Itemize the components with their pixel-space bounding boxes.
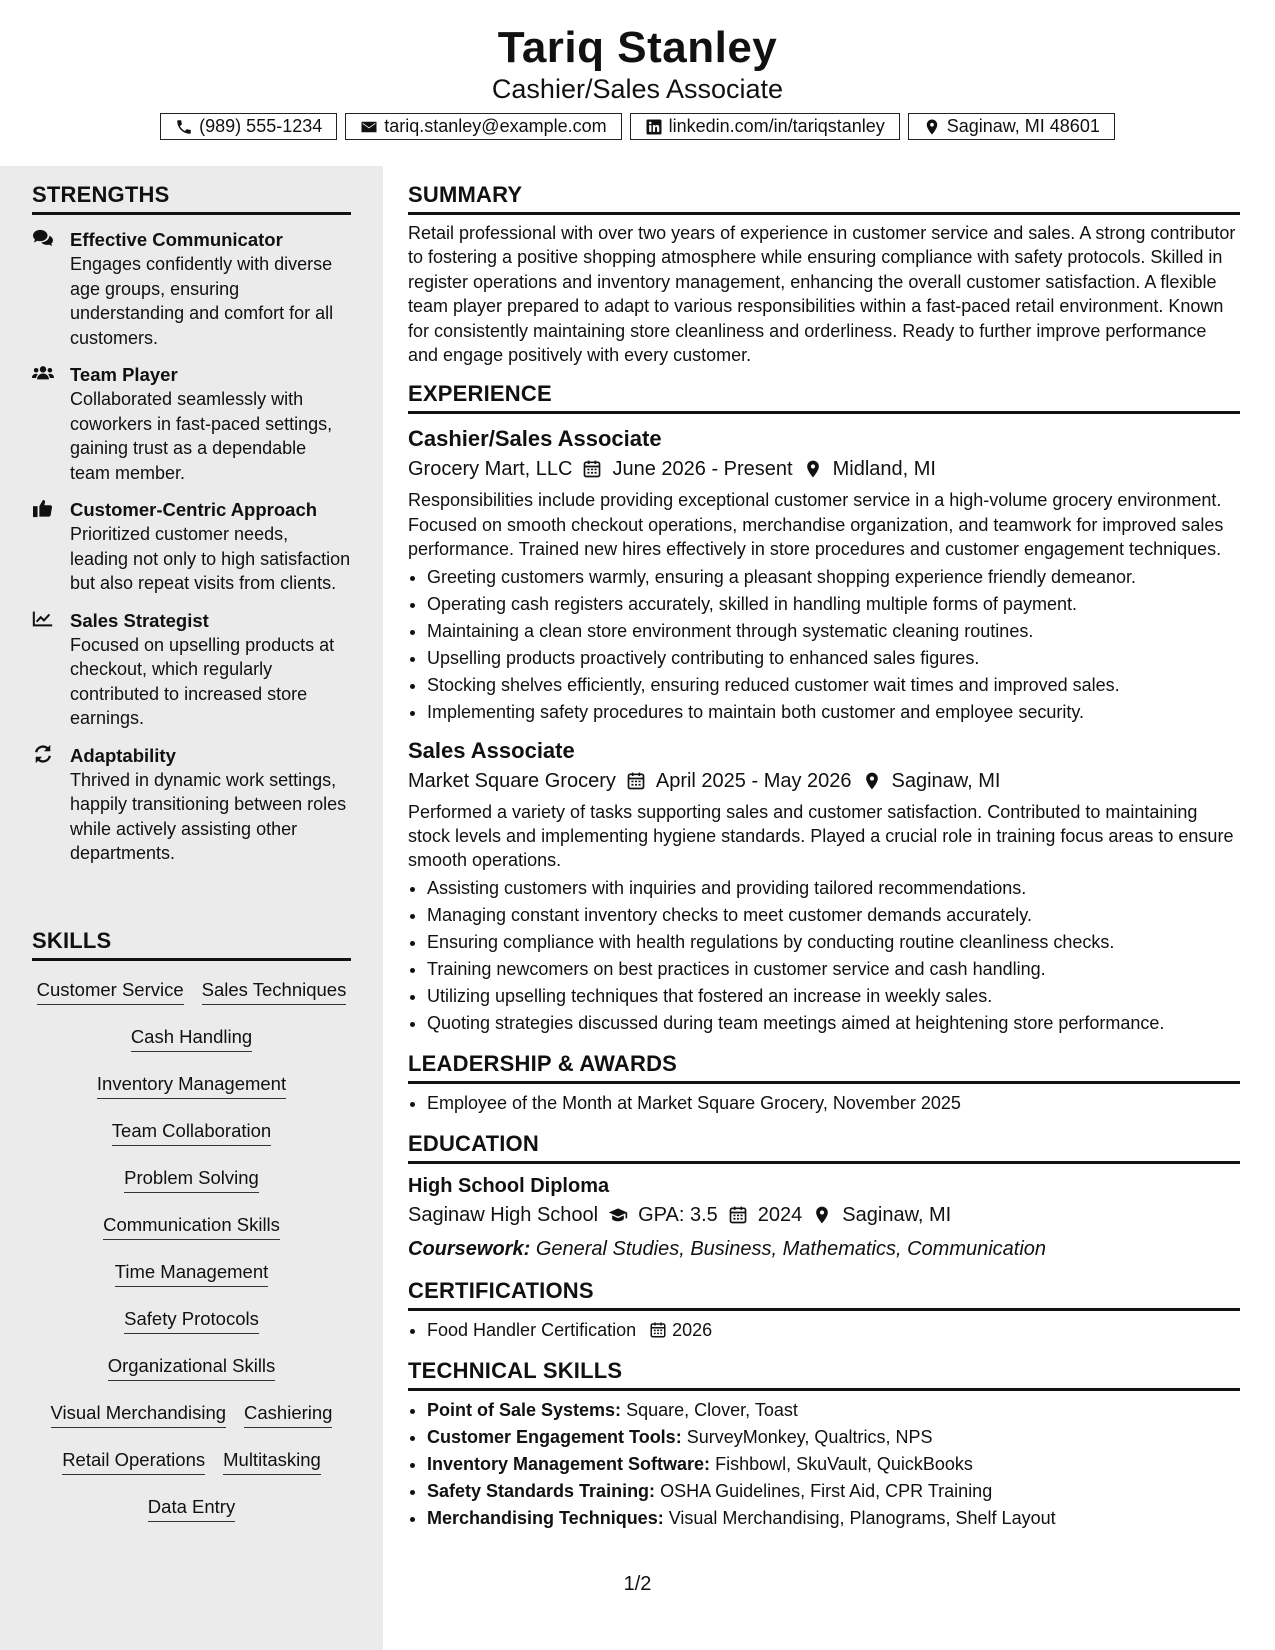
strength-title: Effective Communicator [70,229,283,250]
education-heading: EDUCATION [408,1131,1240,1164]
strength-item [32,497,351,596]
skill-tag: Sales Techniques [202,977,347,1005]
strength-title: Sales Strategist [70,609,209,631]
strength-title: Customer-Centric Approach [70,499,318,520]
skill-tag: Data Entry [148,1494,235,1522]
summary-section [408,182,1240,367]
location-pin-icon [803,459,823,479]
candidate-title: Cashier/Sales Associate [491,74,784,104]
leadership-list [408,1090,1240,1117]
summary-text: Retail professional with over two years of experience in customer service and sales. A strong contributor to fostering a positive shopping atmosphere while ensuring compliance with safety protocols. Skilled in register operations and inventory management, enhancing the overall customer satisfaction. A flexible team player prepared to adapt to various responsibilities within a fast-paced retail environment. Known for consistently maintaining store cleanliness and orderliness. Ready to further improve performance and engage positively with every customer. [408,223,1236,366]
main-column [408,166,1240,1532]
technical-skills-section [408,1358,1240,1532]
calendar-icon [728,1205,748,1225]
experience-heading: EXPERIENCE [408,381,1240,414]
skill-tag: Time Management [115,1259,269,1287]
bullet-item: • Employee of the Month at Market Square Grocery, November 2025 [427,1090,1240,1117]
candidate-name: Tariq Stanley [497,23,778,72]
contact-phone-text: (989) 555-1234 [199,116,323,136]
job-location: Saginaw, MI [891,769,1001,792]
job-bullets [408,875,1240,1037]
certification-year: 2026 [672,1319,713,1340]
bullet-item: • Utilizing upselling techniques that fostered an increase in weekly sales. [427,983,1240,1010]
strength-desc: Thrived in dynamic work settings, happily transitioning between roles while actively assisting other departments. [70,769,347,863]
skill-tag: Team Collaboration [112,1118,271,1146]
skill-tag: Inventory Management [97,1071,286,1099]
contact-location [908,113,1115,140]
technical-skill-label: Customer Engagement Tools: [427,1426,682,1447]
technical-skill-value: Visual Merchandising, Planograms, Shelf Layout [668,1507,1056,1528]
contact-phone[interactable] [160,113,337,140]
bullet-item: • Ensuring compliance with health regulations by conducting routine cleanliness checks. [427,929,1240,956]
skill-tag: Visual Merchandising [51,1400,227,1428]
coursework-text: General Studies, Business, Mathematics, Communication [535,1237,1047,1260]
technical-skill-item [427,1505,1240,1532]
skill-tag: Safety Protocols [124,1306,259,1334]
technical-skill-value: OSHA Guidelines, First Aid, CPR Training [660,1480,993,1501]
bullet-item: • Maintaining a clean store environment through systematic cleaning routines. [427,618,1240,645]
contact-email-text: tariq.stanley@example.com [384,116,607,136]
leadership-heading: LEADERSHIP & AWARDS [408,1051,1240,1084]
bullet-item: • Greeting customers warmly, ensuring a pleasant shopping experience friendly demeanor. [427,564,1240,591]
summary-heading: SUMMARY [408,182,1240,215]
resume-header [0,0,1275,166]
location-pin-icon [812,1205,832,1225]
coursework [408,1234,1240,1264]
location-pin-icon [862,771,882,791]
technical-skill-item [427,1478,1240,1505]
skill-tag: Customer Service [37,977,184,1005]
bullet-item: • Upselling products proactively contributing to enhanced sales figures. [427,645,1240,672]
bullet-item: • Managing constant inventory checks to meet customer demands accurately. [427,902,1240,929]
skill-tag: Retail Operations [62,1447,205,1475]
contact-email[interactable] [345,113,621,140]
certifications-list [408,1317,1240,1344]
bullet-item: • Assisting customers with inquiries and providing tailored recommendations. [427,875,1240,902]
job-description: Performed a variety of tasks supporting sales and customer satisfaction. Contributed to maintaining stock levels and implementing hygiene standards. Played a crucial role in training focus areas to ensure smooth operations. [408,801,1234,871]
job-meta [408,766,1240,796]
gpa: GPA: 3.5 [638,1203,718,1226]
strength-desc: Focused on upselling products at checkout, which regularly contributed to increased store earnings. [70,634,335,728]
graduation-cap-icon [608,1205,628,1225]
bullet-item: • Stocking shelves efficiently, ensuring reduced customer wait times and improved sales. [427,672,1240,699]
chart-line-icon [32,609,56,631]
strength-desc: Collaborated seamlessly with coworkers in fast-paced settings, gaining trust as a dependable team member. [70,389,333,483]
skills-list [32,969,351,1533]
technical-skill-label: Safety Standards Training: [427,1480,656,1501]
technical-skill-item [427,1424,1240,1451]
education-section [408,1131,1240,1264]
strength-item [32,608,351,731]
technical-skill-label: Inventory Management Software: [427,1453,711,1474]
skill-tag: Cashiering [244,1400,332,1428]
certifications-section [408,1278,1240,1344]
skill-tag: Multitasking [223,1447,321,1475]
strength-desc: Engages confidently with diverse age groups, ensuring understanding and comfort for all customers. [70,254,334,348]
comments-icon [32,228,56,250]
technical-skills-heading: TECHNICAL SKILLS [408,1358,1240,1391]
strength-item [32,227,351,350]
strength-desc: Prioritized customer needs, leading not only to high satisfaction but also repeat visits from clients. [70,524,351,593]
thumbs-up-icon [32,498,56,520]
calendar-icon [582,459,602,479]
certifications-heading: CERTIFICATIONS [408,1278,1240,1311]
bullet-item: • Operating cash registers accurately, skilled in handling multiple forms of payment. [427,591,1240,618]
certification-item [427,1317,1240,1344]
calendar-icon [626,771,646,791]
job-meta [408,454,1240,484]
location-pin-icon [923,118,941,136]
job-title: Cashier/Sales Associate [408,426,662,452]
sync-icon [32,744,56,766]
job-bullets [408,564,1240,726]
graduation-year: 2024 [757,1203,803,1226]
contact-linkedin-text: linkedin.com/in/tariqstanley [668,116,885,136]
school-location: Saginaw, MI [842,1203,952,1226]
bullet-item: • Quoting strategies discussed during team meetings aimed at heightening store performance. [427,1010,1240,1037]
school-name: Saginaw High School [408,1203,599,1226]
users-icon [32,363,56,385]
job-description: Responsibilities include providing exceptional customer service in a high-volume grocery environment. Focused on smooth checkout operations, merchandise organization, and teamwork for improved sales performance. Trained new hires effectively in store procedures and customer engagement techniques. [408,490,1224,560]
strengths-heading: STRENGTHS [32,182,351,215]
skills-heading: SKILLS [32,928,351,961]
technical-skill-item [427,1451,1240,1478]
technical-skill-item [427,1397,1240,1424]
strength-item [32,743,351,866]
skill-tag: Organizational Skills [108,1353,276,1381]
technical-skill-value: Fishbowl, SkuVault, QuickBooks [715,1453,973,1474]
certification-name: Food Handler Certification [427,1319,637,1340]
strength-title: Adaptability [70,744,176,766]
page-number: 1/2 [623,1573,652,1595]
leadership-section [408,1051,1240,1117]
degree-title: High School Diploma [408,1174,610,1197]
calendar-icon [649,1321,667,1339]
job-company: Grocery Mart, LLC [408,458,573,481]
strength-title: Team Player [70,364,178,385]
strength-item [32,362,351,485]
job-company: Market Square Grocery [408,769,616,792]
job-entry [408,424,1240,725]
contact-bar [0,113,1275,140]
skill-tag: Cash Handling [131,1024,252,1052]
bullet-item: • Implementing safety procedures to maintain both customer and employee security. [427,699,1240,726]
skills-section [32,928,351,1533]
skill-tag: Problem Solving [124,1165,259,1193]
envelope-icon [360,118,378,136]
coursework-label: Coursework: [408,1237,531,1260]
technical-skill-label: Merchandising Techniques: [427,1507,664,1528]
job-dates: April 2025 - May 2026 [655,769,852,792]
bullet-item: • Training newcomers on best practices in customer service and cash handling. [427,956,1240,983]
experience-section [408,381,1240,1036]
education-meta [408,1200,1240,1230]
contact-linkedin[interactable] [630,113,900,140]
technical-skill-value: SurveyMonkey, Qualtrics, NPS [686,1426,933,1447]
technical-skill-label: Point of Sale Systems: [427,1399,622,1420]
strengths-section [32,182,351,866]
skill-tag: Communication Skills [103,1212,280,1240]
contact-location-text: Saginaw, MI 48601 [946,116,1100,136]
technical-skill-value: Square, Clover, Toast [626,1399,798,1420]
job-title: Sales Associate [408,737,575,763]
phone-icon [175,118,193,136]
technical-skills-list [408,1397,1240,1532]
job-dates: June 2026 - Present [612,458,793,481]
sidebar [0,166,383,1650]
linkedin-icon [645,118,663,136]
job-location: Midland, MI [832,458,936,481]
job-entry [408,736,1240,1037]
